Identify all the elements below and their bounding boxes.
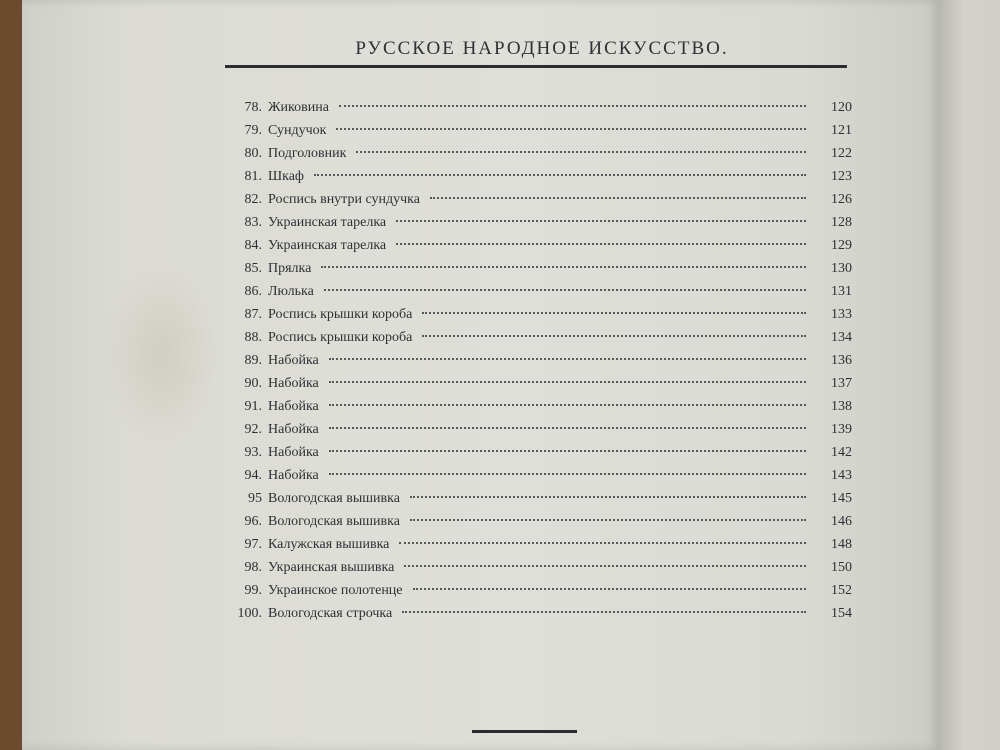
toc-entry-page: 139 [831, 422, 852, 437]
toc-entry-page: 134 [831, 330, 852, 345]
toc-entry [222, 537, 852, 560]
toc-entry [222, 261, 852, 284]
dot-leader [329, 404, 806, 406]
toc-entry-page: 123 [831, 169, 852, 184]
dot-leader [356, 151, 806, 153]
toc-entry [222, 123, 852, 146]
toc-entry-page: 137 [831, 376, 852, 391]
toc-entry-number: 95 [248, 491, 262, 506]
toc-entry-page: 131 [831, 284, 852, 299]
toc-entry-number: 89. [244, 353, 262, 368]
toc-entry-number: 83. [244, 215, 262, 230]
toc-entry [222, 468, 852, 491]
toc-entry-page: 138 [831, 399, 852, 414]
toc-entry-number: 87. [244, 307, 262, 322]
dot-leader [396, 220, 806, 222]
toc-entry [222, 491, 852, 514]
toc-entry-page: 143 [831, 468, 852, 483]
dot-leader [410, 496, 806, 498]
dot-leader [329, 427, 806, 429]
toc-entry-number: 96. [244, 514, 262, 529]
book-page [22, 0, 940, 750]
toc-entry-number: 100. [237, 606, 262, 621]
toc-entry-page: 152 [831, 583, 852, 598]
toc-entry-title: Роспись внутри сундучка [268, 192, 420, 207]
toc-entry [222, 192, 852, 215]
toc-entry-title: Жиковина [268, 100, 329, 115]
toc-entry-title: Люлька [268, 284, 314, 299]
toc-entry-page: 126 [831, 192, 852, 207]
toc-entry-number: 82. [244, 192, 262, 207]
toc-entry-number: 84. [244, 238, 262, 253]
toc-entry [222, 169, 852, 192]
toc-entry-title: Украинская тарелка [268, 238, 387, 253]
toc-entry-title: Украинская тарелка [268, 215, 387, 230]
toc-entry-number: 80. [244, 146, 262, 161]
toc-entry-title: Прялка [268, 261, 312, 276]
dot-leader [329, 473, 806, 475]
toc-entry [222, 353, 852, 376]
table-of-contents [222, 100, 852, 629]
toc-entry-number: 86. [244, 284, 262, 299]
dot-leader [410, 519, 806, 521]
toc-entry-page: 154 [831, 606, 852, 621]
toc-entry-number: 92. [244, 422, 262, 437]
dot-leader [422, 335, 806, 337]
toc-entry-title: Набойка [268, 445, 319, 460]
toc-entry-page: 121 [831, 123, 852, 138]
toc-entry-title: Украинская вышивка [268, 560, 395, 575]
dot-leader [321, 266, 806, 268]
toc-entry-number: 93. [244, 445, 262, 460]
dot-leader [336, 128, 806, 130]
dot-leader [329, 381, 806, 383]
dot-leader [329, 450, 806, 452]
toc-entry-title: Вологодская строчка [268, 606, 393, 621]
toc-entry-page: 145 [831, 491, 852, 506]
toc-entry-title: Роспись крышки короба [268, 330, 413, 345]
toc-entry [222, 330, 852, 353]
toc-entry-page: 129 [831, 238, 852, 253]
dot-leader [402, 611, 806, 613]
toc-entry-number: 94. [244, 468, 262, 483]
dot-leader [430, 197, 806, 199]
toc-entry-page: 136 [831, 353, 852, 368]
dot-leader [413, 588, 806, 590]
header-rule [225, 65, 847, 68]
toc-entry-title: Набойка [268, 376, 319, 391]
toc-entry-title: Набойка [268, 422, 319, 437]
toc-entry-number: 79. [244, 123, 262, 138]
toc-entry-number: 97. [244, 537, 262, 552]
toc-entry-number: 91. [244, 399, 262, 414]
toc-entry-page: 122 [831, 146, 852, 161]
toc-entry [222, 583, 852, 606]
toc-entry-number: 78. [244, 100, 262, 115]
toc-entry-number: 81. [244, 169, 262, 184]
toc-entry-number: 88. [244, 330, 262, 345]
dot-leader [396, 243, 806, 245]
toc-entry-page: 120 [831, 100, 852, 115]
toc-entry-page: 146 [831, 514, 852, 529]
toc-entry-number: 85. [244, 261, 262, 276]
dot-leader [329, 358, 806, 360]
dot-leader [314, 174, 806, 176]
toc-entry-number: 99. [244, 583, 262, 598]
toc-entry [222, 307, 852, 330]
dot-leader [404, 565, 806, 567]
toc-entry-title: Вологодская вышивка [268, 491, 400, 506]
toc-entry [222, 284, 852, 307]
toc-entry-title: Роспись крышки короба [268, 307, 413, 322]
toc-entry-number: 90. [244, 376, 262, 391]
dot-leader [399, 542, 806, 544]
toc-entry-title: Шкаф [268, 169, 304, 184]
toc-entry [222, 560, 852, 583]
toc-entry [222, 422, 852, 445]
footer-rule [472, 730, 577, 733]
toc-entry-title: Калужская вышивка [268, 537, 390, 552]
toc-entry-title: Набойка [268, 468, 319, 483]
toc-entry-title: Набойка [268, 353, 319, 368]
toc-entry [222, 445, 852, 468]
running-title: РУССКОЕ НАРОДНОЕ ИСКУССТВО. [355, 38, 729, 59]
toc-entry-title: Подголовник [268, 146, 347, 161]
toc-entry-page: 150 [831, 560, 852, 575]
toc-entry-page: 142 [831, 445, 852, 460]
toc-entry [222, 514, 852, 537]
next-page-edge [940, 0, 1000, 750]
toc-entry-page: 128 [831, 215, 852, 230]
toc-entry [222, 100, 852, 123]
toc-entry-page: 130 [831, 261, 852, 276]
toc-entry-page: 133 [831, 307, 852, 322]
toc-entry [222, 606, 852, 629]
toc-entry [222, 376, 852, 399]
toc-entry [222, 399, 852, 422]
toc-entry-title: Сундучок [268, 123, 327, 138]
dot-leader [324, 289, 806, 291]
toc-entry [222, 215, 852, 238]
toc-entry [222, 146, 852, 169]
toc-entry-title: Украинское полотенце [268, 583, 403, 598]
toc-entry-title: Набойка [268, 399, 319, 414]
toc-entry-page: 148 [831, 537, 852, 552]
toc-entry-title: Вологодская вышивка [268, 514, 400, 529]
toc-entry-number: 98. [244, 560, 262, 575]
toc-entry [222, 238, 852, 261]
dot-leader [422, 312, 806, 314]
water-stain [102, 260, 222, 450]
dot-leader [339, 105, 806, 107]
